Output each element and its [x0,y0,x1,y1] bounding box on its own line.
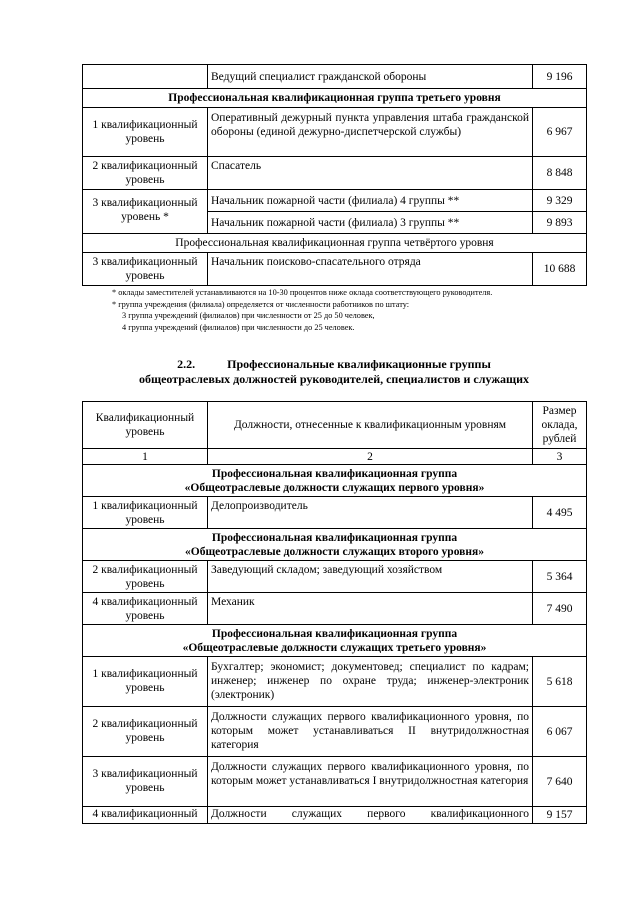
position-cell: Спасатель [208,157,533,190]
salary-cell: 8 848 [533,157,587,190]
position-cell: Начальник пожарной части (филиала) 3 группы ** [208,212,533,234]
position-cell: Механик [208,593,533,625]
footnotes [82,287,586,333]
header-position: Должности, отнесенные к квалификационным уровням [208,402,533,449]
position-cell: Начальник пожарной части (филиала) 4 группы ** [208,190,533,212]
header-level: Квалификационный уровень [83,402,208,449]
level-cell: 3 квалификационный уровень [83,253,208,286]
position-cell: Бухгалтер; экономист; документовед; специалист по кадрам; инженер; инженер по охране труда; инженер-электроник (электроник) [208,657,533,707]
level-cell: 1 квалификационный уровень [83,497,208,529]
position-cell: Должности служащих первого квалификационного уровня, по которым может устанавливаться I внутридолжностная категория [208,757,533,807]
level-cell: 1 квалификационный уровень [83,108,208,157]
salary-cell: 7 490 [533,593,587,625]
level-cell: 3 квалификационный уровень * [83,190,208,234]
salary-cell: 9 196 [533,65,587,89]
footnote-1: * оклады заместителей устанавливаются на 10-30 процентов ниже оклада соответствующего руководителя. [112,288,493,297]
level-cell [83,65,208,89]
group-header: Профессиональная квалификационная группа четвёртого уровня [83,234,587,253]
footnote-4: 4 группа учреждений (филиалов) при численности до 25 человек. [122,322,355,332]
position-cell: Должности служащих первого квалификационного [208,807,533,824]
salary-cell: 10 688 [533,253,587,286]
position-cell: Заведующий складом; заведующий хозяйством [208,561,533,593]
group-header: Профессиональная квалификационная группа третьего уровня [83,89,587,108]
header-salary: Размер оклада, рублей [533,402,587,449]
level-cell: 2 квалификационный уровень [83,561,208,593]
position-cell: Оперативный дежурный пункта управления штаба гражданской обороны (единой дежурно-диспетчерской службы) [208,108,533,157]
position-cell: Должности служащих первого квалификационного уровня, по которым может устанавливаться II внутридолжностная категория [208,707,533,757]
footnote-2: * группа учреждения (филиала) определяется от численности работников по штату: [112,299,410,309]
salary-cell: 7 640 [533,757,587,807]
positions-table-part1 [82,64,587,286]
section-title [82,357,586,387]
salary-cell: 5 618 [533,657,587,707]
column-number: 2 [208,449,533,465]
section-title-line1: 2.2. Профессиональные квалификационные группы [177,357,491,371]
position-cell: Начальник поисково-спасательного отряда [208,253,533,286]
group-header: Профессиональная квалификационная группа «Общеотраслевые должности служащих третьего уровня» [83,625,587,657]
level-cell: 2 квалификационный уровень [83,157,208,190]
level-cell: 3 квалификационный уровень [83,757,208,807]
position-cell: Ведущий специалист гражданской обороны [208,65,533,89]
level-cell: 4 квалификационный уровень [83,593,208,625]
salary-cell: 9 329 [533,190,587,212]
salary-cell: 9 893 [533,212,587,234]
section-title-line2: общеотраслевых должностей руководителей, специалистов и служащих [138,372,530,386]
group-header: Профессиональная квалификационная группа «Общеотраслевые должности служащих второго уровня» [83,529,587,561]
footnote-3: 3 группа учреждений (филиалов) при численности от 25 до 50 человек, [122,311,375,320]
level-cell: 2 квалификационный уровень [83,707,208,757]
level-cell: 1 квалификационный уровень [83,657,208,707]
positions-table-part2 [82,401,587,824]
column-number: 1 [83,449,208,465]
salary-cell: 9 157 [533,807,587,824]
group-header: Профессиональная квалификационная группа «Общеотраслевые должности служащих первого уровня» [83,465,587,497]
level-cell: 4 квалификационный [83,807,208,824]
salary-cell: 4 495 [533,497,587,529]
position-cell: Делопроизводитель [208,497,533,529]
salary-cell: 6 067 [533,707,587,757]
salary-cell: 5 364 [533,561,587,593]
salary-cell: 6 967 [533,108,587,157]
column-number: 3 [533,449,587,465]
section-number: 2.2. [177,357,196,371]
